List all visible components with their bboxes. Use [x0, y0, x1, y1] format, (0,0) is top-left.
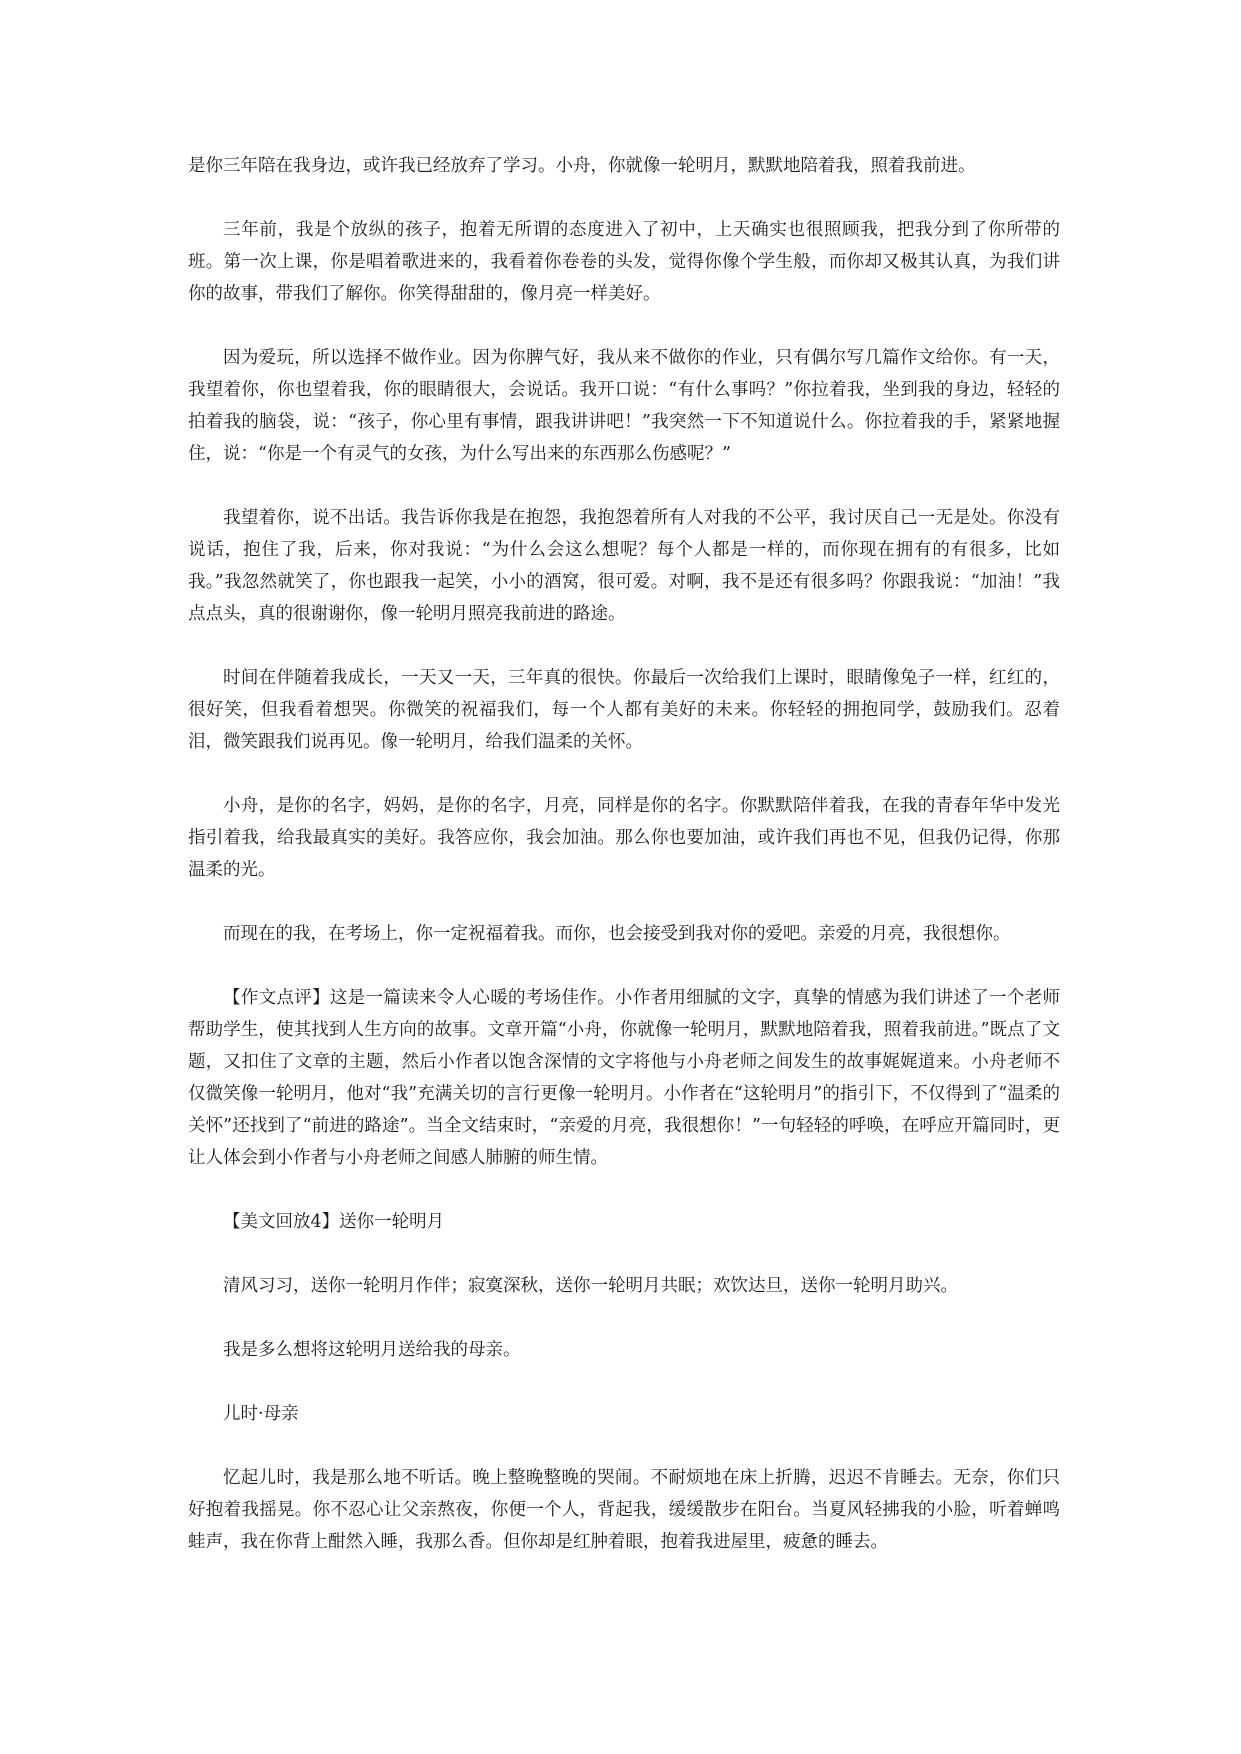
paragraph-5: 时间在伴随着我成长，一天又一天，三年真的很快。你最后一次给我们上课时，眼睛像兔子一样，红红的，很好笑，但我看着想哭。你微笑的祝福我们，每一个人都有美好的未来。你轻轻的拥抱同学，鼓励我们。忍着泪，微笑跟我们说再见。像一轮明月，给我们温柔的关怀。: [188, 668, 1060, 752]
paragraph-6: 小舟，是你的名字，妈妈，是你的名字，月亮，同样是你的名字。你默默陪伴着我，在我的青春年华中发光指引着我，给我最真实的美好。我答应你，我会加油。那么你也要加油，或许我们再也不见，但我仍记得，你那温柔的光。: [188, 796, 1060, 880]
paragraph-1: 是你三年陪在我身边，或许我已经放弃了学习。小舟，你就像一轮明月，默默地陪着我，照着我前进。: [188, 156, 976, 176]
section-heading: 【美文回放4】送你一轮明月: [223, 1212, 445, 1232]
subheading: 儿时·母亲: [223, 1404, 299, 1424]
paragraph-7: 而现在的我，在考场上，你一定祝福着我。而你，也会接受到我对你的爱吧。亲爱的月亮，我很想你。: [223, 924, 1011, 944]
essay-review-paragraph: 【作文点评】这是一篇读来令人心暖的考场佳作。小作者用细腻的文字，真挚的情感为我们讲述了一个老师帮助学生，使其找到人生方向的故事。文章开篇“小舟，你就像一轮明月，默默地陪着我，照着我前进。”既点了文题，又扣住了文章的主题，然后小作者以饱含深情的文字将他与小舟老师之间发生的故事娓娓道来。小舟老师不仅微笑像一轮明月，他对“我”充满关切的言行更像一轮明月。小作者在“这轮明月”的指引下，不仅得到了“温柔的关怀”还找到了“前进的路途”。当全文结束时，“亲爱的月亮，我很想你！”一句轻轻的呼唤，在呼应开篇同时，更让人体会到小作者与小舟老师之间感人肺腑的师生情。: [188, 988, 1060, 1168]
paragraph-10: 清风习习，送你一轮明月作伴；寂寞深秋，送你一轮明月共眠；欢饮达旦，送你一轮明月助兴。: [223, 1276, 958, 1296]
paragraph-11: 我是多么想将这轮明月送给我的母亲。: [223, 1340, 521, 1360]
document-page: [188, 150, 1060, 1558]
paragraph-4: 我望着你，说不出话。我告诉你我是在抱怨，我抱怨着所有人对我的不公平，我讨厌自己一无是处。你没有说话，抱住了我，后来，你对我说：“为什么会这么想呢？每个人都是一样的，而你现在拥有的有很多，比如我。”我忽然就笑了，你也跟我一起笑，小小的酒窝，很可爱。对啊，我不是还有很多吗？你跟我说：“加油！”我点点头，真的很谢谢你，像一轮明月照亮我前进的路途。: [188, 508, 1060, 624]
paragraph-13: 忆起儿时，我是那么地不听话。晚上整晚整晚的哭闹。不耐烦地在床上折腾，迟迟不肯睡去。无奈，你们只好抱着我摇晃。你不忍心让父亲熬夜，你便一个人，背起我，缓缓散步在阳台。当夏风轻拂我的小脸，听着蝉鸣蛙声，我在你背上酣然入睡，我那么香。但你却是红肿着眼，抱着我进屋里，疲惫的睡去。: [188, 1468, 1060, 1552]
paragraph-2: 三年前，我是个放纵的孩子，抱着无所谓的态度进入了初中，上天确实也很照顾我，把我分到了你所带的班。第一次上课，你是唱着歌进来的，我看着你卷卷的头发，觉得你像个学生般，而你却又极其认真，为我们讲你的故事，带我们了解你。你笑得甜甜的，像月亮一样美好。: [188, 220, 1060, 304]
paragraph-3: 因为爱玩，所以选择不做作业。因为你脾气好，我从来不做你的作业，只有偶尔写几篇作文给你。有一天，我望着你，你也望着我，你的眼睛很大，会说话。我开口说：“有什么事吗？”你拉着我，坐到我的身边，轻轻的拍着我的脑袋，说：“孩子，你心里有事情，跟我讲讲吧！”我突然一下不知道说什么。你拉着我的手，紧紧地握住，说：“你是一个有灵气的女孩，为什么写出来的东西那么伤感呢？”: [188, 348, 1060, 464]
